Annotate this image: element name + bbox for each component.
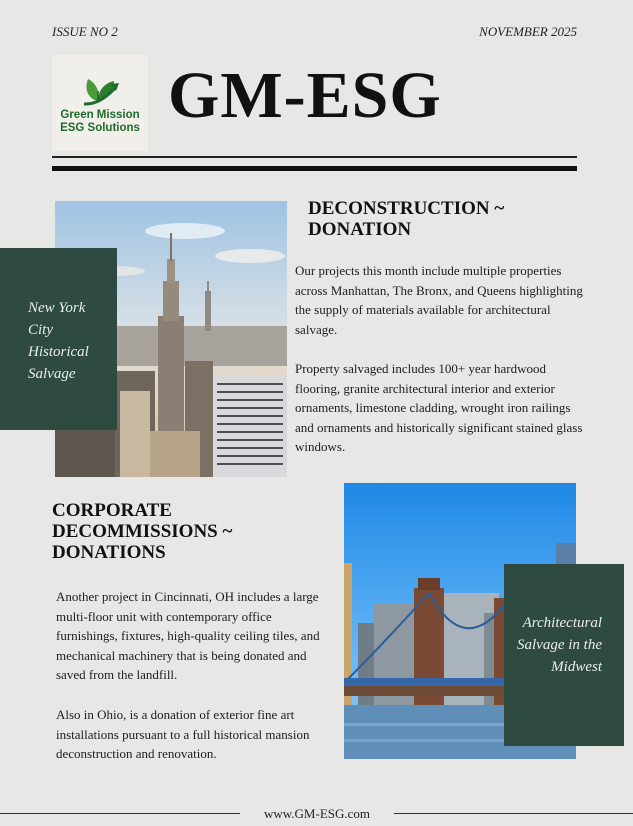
- footer-rule-right: [394, 813, 633, 814]
- caption-line: Salvage in the: [517, 637, 602, 653]
- heading-line: DONATION: [308, 219, 412, 240]
- footer-rule-left: [0, 813, 240, 814]
- deconstruction-paragraph-2: Property salvaged includes 100+ year hardwood flooring, granite architectural interior and exterior ornaments, limestone cladding, wrought iron railings and ornaments and historically significant stained glass windows.: [295, 361, 583, 454]
- new-york-caption-box: [0, 248, 117, 430]
- masthead-rule-thin: [52, 156, 577, 158]
- deconstruction-heading: [308, 198, 568, 240]
- logo-text-line2: ESG Solutions: [60, 122, 140, 134]
- corporate-paragraph-2: Also in Ohio, is a donation of exterior fine art installations pursuant to a full historical mansion deconstruction and renovation.: [56, 707, 310, 761]
- logo-text-line1: Green Mission: [60, 109, 140, 121]
- heading-line: DONATIONS: [52, 542, 166, 563]
- heading-line: DECONSTRUCTION ~: [308, 198, 505, 219]
- heading-line: DECOMMISSIONS ~: [52, 521, 233, 542]
- caption-line: Midwest: [551, 659, 602, 675]
- cincinnati-caption-box: [504, 564, 624, 746]
- masthead-title: GM-ESG: [168, 59, 442, 132]
- heading-line: CORPORATE: [52, 500, 172, 521]
- caption-line: Salvage: [28, 366, 76, 382]
- caption-line: City: [28, 322, 53, 338]
- corporate-paragraph-1: Another project in Cincinnati, OH includes a large multi-floor unit with contemporary office furnishings, fixtures, high-quality ceiling tiles, and mechanical machinery that is being donated and saved from the landfill.: [56, 589, 320, 682]
- caption-line: New York: [28, 300, 86, 316]
- deconstruction-paragraph-1: Our projects this month include multiple properties across Manhattan, The Bronx, and Queens highlighting the supply of materials available for architectural salvage.: [295, 263, 583, 337]
- masthead-rule-thick: [52, 166, 577, 171]
- company-logo: [52, 55, 148, 151]
- footer-website-link[interactable]: www.GM-ESG.com: [263, 806, 371, 821]
- caption-line: Architectural: [522, 615, 602, 631]
- leaf-growth-arrow-icon: [78, 71, 122, 107]
- caption-line: Historical: [28, 344, 89, 360]
- issue-date: NOVEMBER 2025: [479, 24, 577, 39]
- issue-number: ISSUE NO 2: [52, 24, 118, 39]
- corporate-decommissions-heading: [52, 500, 312, 563]
